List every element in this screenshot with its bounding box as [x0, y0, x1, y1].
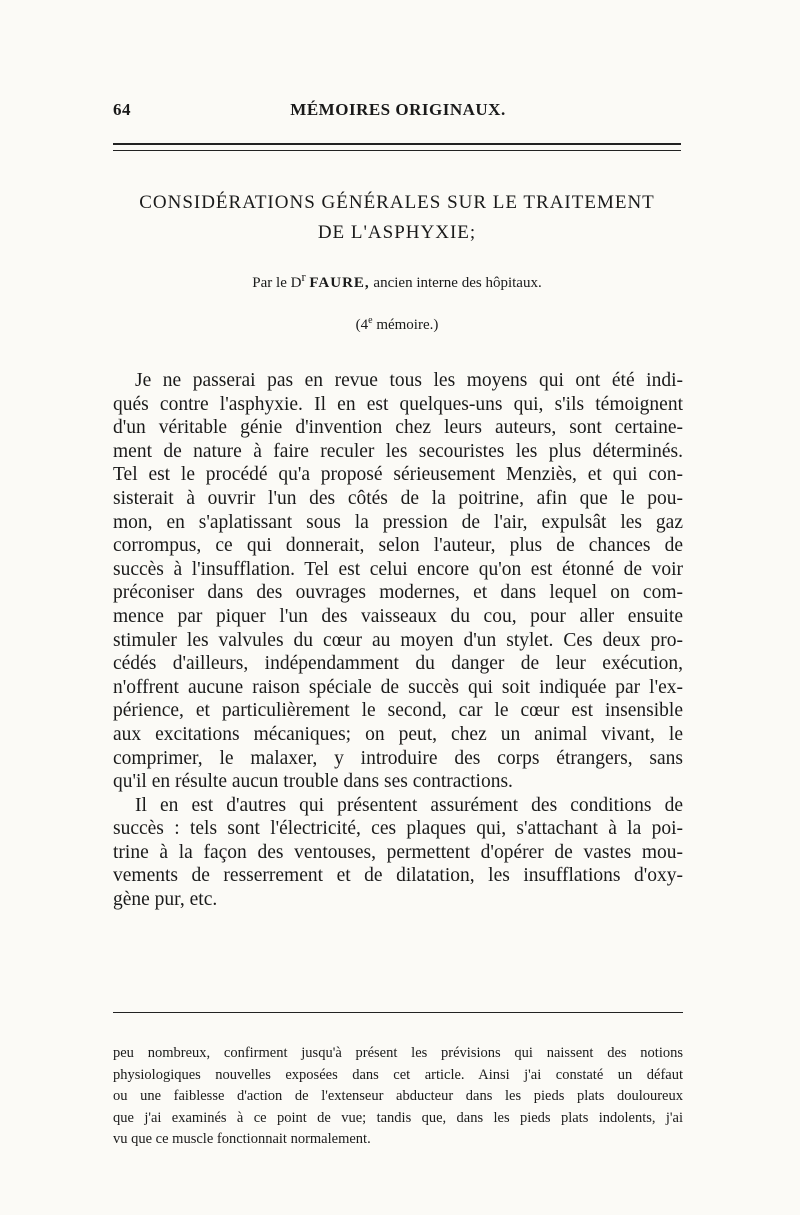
text-line: mence par piquer l'un des vaisseaux du cou, pour aller ensuite: [113, 605, 683, 627]
text-line: peu nombreux, confirment jusqu'à présent les prévisions qui naissent des notions: [113, 1045, 683, 1061]
text-line: vements de resserrement et de dilatation, les insufflations d'oxy-: [113, 865, 683, 887]
text-line: périence, et particulièrement le second, car le cœur est insensible: [113, 700, 683, 722]
article-title-line-2: DE L'ASPHYXIE;: [317, 222, 477, 243]
text-line: préconiser dans des ouvrages modernes, et dans lequel on com-: [113, 582, 683, 604]
text-line: ou une faiblesse d'action de l'extenseur abducteur dans les pieds plats douloureux: [113, 1088, 683, 1104]
text-line: Tel est le procédé qu'a proposé sérieusement Menziès, et qui con-: [113, 464, 683, 486]
text-line: mon, en s'aplatissant sous la pression de l'air, expulsât les gaz: [113, 511, 683, 533]
text-line: trine à la façon des ventouses, permettent d'opérer de vastes mou-: [113, 841, 683, 863]
memoire-close: mémoire.): [376, 317, 439, 333]
page-header: [113, 100, 683, 124]
body-text: [113, 369, 683, 912]
footnote: [113, 1043, 683, 1151]
byline-suffix: ancien interne des hôpitaux.: [373, 275, 542, 291]
memoire-number: [113, 315, 681, 334]
paragraph-2: [113, 794, 683, 912]
text-line: qu'il en résulte aucun trouble dans ses contractions.: [113, 771, 513, 793]
text-line: Il en est d'autres qui présentent assurément des conditions de: [135, 794, 683, 816]
memoire-open: (4: [355, 317, 369, 333]
text-line: succès à l'insufflation. Tel est celui encore qu'on est étonné de voir: [113, 558, 683, 580]
text-line: comprimer, le malaxer, y introduire des corps étrangers, sans: [113, 747, 683, 769]
text-line: cédés d'ailleurs, indépendamment du danger de leur exécution,: [113, 653, 683, 675]
page-number: 64: [113, 100, 131, 119]
memoire-sup: e: [368, 315, 373, 326]
text-line: que j'ai examinés à ce point de vue; tandis que, dans les pieds plats indolents, j'ai: [113, 1109, 683, 1126]
text-line: sisterait à ouvrir l'un des côtés de la poitrine, afin que le pou-: [113, 487, 683, 509]
text-line: d'un véritable génie d'invention chez leurs auteurs, sont certaine-: [113, 417, 683, 439]
text-line: physiologiques nouvelles exposées dans cet article. Ainsi j'ai constaté un défaut: [113, 1066, 683, 1083]
text-line: qués contre l'asphyxie. Il en est quelques-uns qui, s'ils témoignent: [113, 393, 683, 415]
text-line: stimuler les valvules du cœur au moyen d'un stylet. Ces deux pro-: [113, 629, 683, 651]
article-title-line-1: CONSIDÉRATIONS GÉNÉRALES SUR LE TRAITEMENT: [139, 192, 655, 213]
header-double-rule: [113, 143, 681, 151]
byline-prefix: Par le D: [252, 275, 302, 291]
text-line: n'offrent aucune raison spéciale de succès qui soit indiquée par l'ex-: [113, 676, 683, 698]
paragraph-1: [113, 369, 683, 794]
running-title: MÉMOIRES ORIGINAUX.: [290, 100, 506, 119]
article-title: [113, 188, 681, 248]
text-line: aux excitations mécaniques; on peut, chez un animal vivant, le: [113, 723, 683, 745]
text-line: vu que ce muscle fonctionnait normalement.: [113, 1131, 371, 1147]
text-line: corrompus, ce qui donnerait, selon l'auteur, plus de chances de: [113, 535, 683, 557]
text-line: ment de nature à faire reculer les secouristes les plus déterminés.: [113, 440, 683, 462]
text-line: gène pur, etc.: [113, 889, 218, 911]
text-line: Je ne passerai pas en revue tous les moyens qui ont été indi-: [135, 370, 683, 391]
byline: [113, 270, 681, 292]
footnote-rule: [113, 1012, 683, 1013]
text-line: succès : tels sont l'électricité, ces plaques qui, s'attachant à la poi-: [113, 818, 683, 840]
byline-sup: r: [301, 270, 306, 284]
author-name: FAURE,: [309, 275, 370, 291]
